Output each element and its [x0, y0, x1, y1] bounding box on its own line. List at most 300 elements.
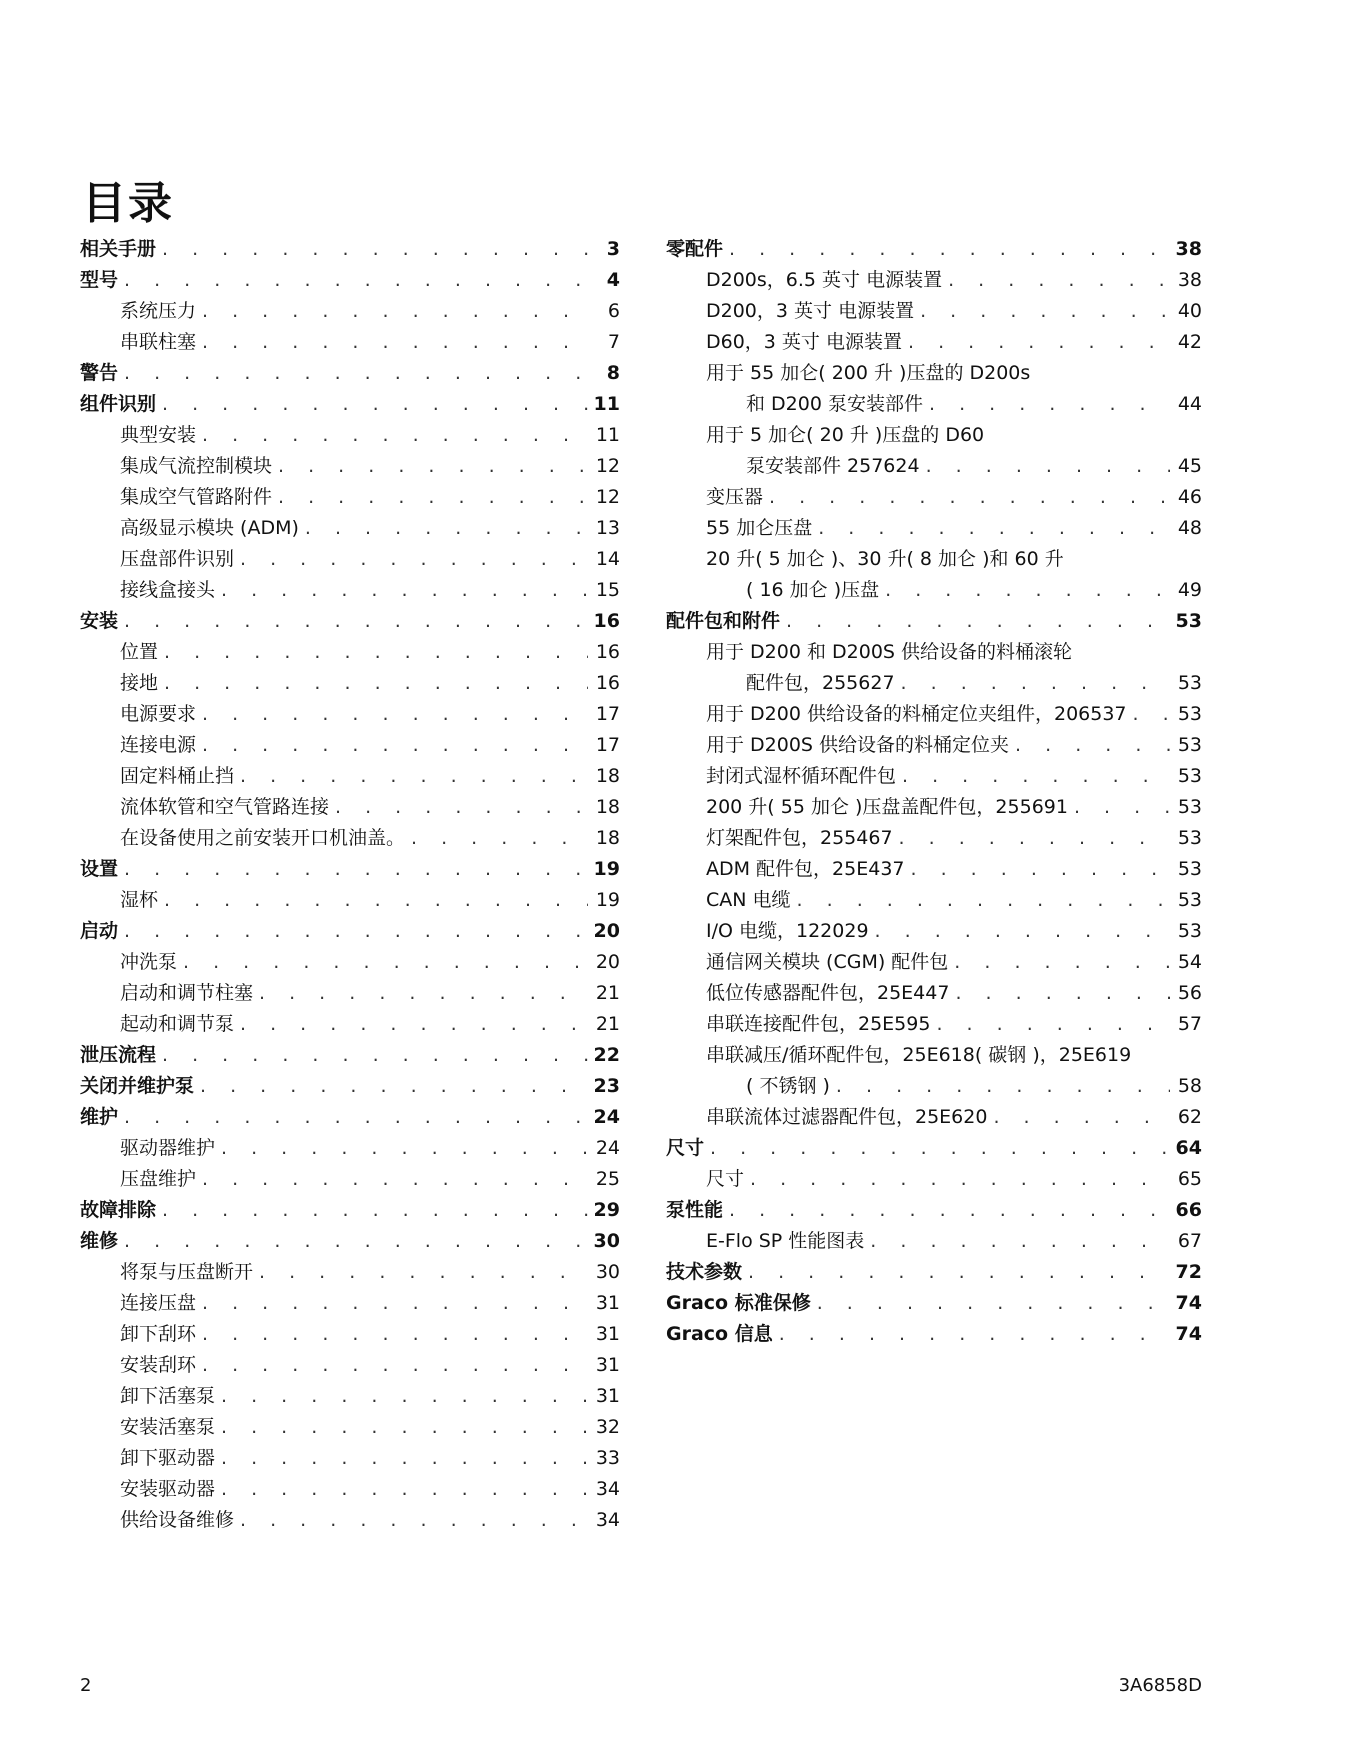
toc-entry-title: 组件识别 — [80, 393, 157, 415]
toc-entry-title: 和 D200 泵安装部件 — [746, 393, 923, 415]
toc-entry-page: 53 — [1177, 889, 1202, 911]
dot-leader — [278, 451, 588, 482]
dot-leader — [899, 823, 1170, 854]
toc-entry-page: 25 — [595, 1168, 620, 1190]
dot-leader — [955, 978, 1170, 1009]
toc-entry-title: 安装驱动器 — [120, 1478, 216, 1500]
toc-entry-page: 64 — [1175, 1137, 1202, 1159]
toc-entry-title: 启动和调节柱塞 — [120, 982, 254, 1004]
toc-entry-title: 故障排除 — [80, 1199, 157, 1221]
dot-leader — [710, 1133, 1170, 1164]
page-number: 2 — [80, 1675, 92, 1696]
toc-entry[interactable] — [80, 792, 620, 823]
toc-entry-page: 31 — [595, 1323, 620, 1345]
toc-entry-title: 高级显示模块 (ADM) — [120, 517, 299, 539]
dot-leader — [202, 730, 588, 761]
dot-leader — [729, 234, 1170, 265]
toc-entry-title: Graco 信息 — [666, 1323, 773, 1345]
toc-entry-title-line1: 用于 55 加仑( 200 升 )压盘的 D200s — [706, 362, 1031, 384]
toc-entry-title: 位置 — [120, 641, 159, 663]
dot-leader — [183, 947, 588, 978]
toc-entry-title: 维修 — [80, 1230, 119, 1252]
dot-leader — [911, 854, 1170, 885]
toc-entry-title: 起动和调节泵 — [120, 1013, 235, 1035]
toc-entry[interactable] — [80, 1071, 620, 1102]
dot-leader — [162, 1040, 588, 1071]
toc-title: 目录 — [82, 178, 174, 229]
toc-entry[interactable] — [666, 1164, 1202, 1195]
dot-leader — [164, 668, 588, 699]
toc-entry-title: 安装 — [80, 610, 119, 632]
toc-entry-page: 42 — [1177, 331, 1202, 353]
toc-entry-page: 17 — [595, 734, 620, 756]
toc-entry[interactable] — [80, 699, 620, 730]
toc-entry-title: 泄压流程 — [80, 1044, 157, 1066]
toc-entry-page: 34 — [595, 1509, 620, 1531]
toc-entry[interactable] — [80, 1226, 620, 1257]
dot-leader — [779, 1319, 1170, 1350]
toc-entry-title: 供给设备维修 — [120, 1509, 235, 1531]
document-id: 3A6858D — [1118, 1675, 1202, 1696]
dot-leader — [259, 1257, 588, 1288]
toc-entry-title: 集成气流控制模块 — [120, 455, 273, 477]
toc-entry-title: 尺寸 — [706, 1168, 745, 1190]
toc-entry-title: 泵性能 — [666, 1199, 724, 1221]
dot-leader — [202, 327, 588, 358]
toc-entry[interactable] — [80, 1164, 620, 1195]
dot-leader — [1133, 699, 1170, 730]
dot-leader — [221, 1443, 588, 1474]
toc-entry[interactable] — [80, 513, 620, 544]
toc-entry-title: 连接压盘 — [120, 1292, 197, 1314]
toc-entry-title: 安装刮环 — [120, 1354, 197, 1376]
toc-entry[interactable] — [666, 854, 1202, 885]
toc-entry-page: 57 — [1177, 1013, 1202, 1035]
toc-entry-page: 23 — [593, 1075, 620, 1097]
toc-entry-page: 53 — [1175, 610, 1202, 632]
dot-leader — [908, 327, 1170, 358]
dot-leader — [162, 389, 588, 420]
toc-entry-page: 53 — [1177, 765, 1202, 787]
toc-entry[interactable] — [80, 234, 620, 265]
dot-leader — [200, 1071, 588, 1102]
dot-leader — [202, 296, 588, 327]
toc-entry-page: 67 — [1177, 1230, 1202, 1252]
toc-entry-page: 45 — [1177, 455, 1202, 477]
toc-entry-title: I/O 电缆，122029 — [706, 920, 869, 942]
toc-entry[interactable] — [80, 1474, 620, 1505]
toc-entry-page: 16 — [595, 641, 620, 663]
toc-entry[interactable] — [666, 1288, 1202, 1319]
toc-entry[interactable] — [666, 1102, 1202, 1133]
toc-entry-title: 驱动器维护 — [120, 1137, 216, 1159]
toc-entry-title: 冲洗泵 — [120, 951, 178, 973]
toc-entry-title: 灯架配件包，255467 — [706, 827, 893, 849]
toc-entry-page: 16 — [595, 672, 620, 694]
toc-entry-page: 15 — [595, 579, 620, 601]
toc-entry-title: 零配件 — [666, 238, 724, 260]
toc-entry-page: 49 — [1177, 579, 1202, 601]
toc-entry-page: 13 — [595, 517, 620, 539]
toc-entry[interactable] — [666, 544, 1202, 606]
dot-leader — [124, 1226, 588, 1257]
toc-entry[interactable] — [80, 1412, 620, 1443]
toc-entry[interactable] — [80, 1102, 620, 1133]
toc-entry-title: 关闭并维护泵 — [80, 1075, 195, 1097]
toc-entry-page: 53 — [1177, 858, 1202, 880]
toc-entry-title: 启动 — [80, 920, 119, 942]
dot-leader — [885, 575, 1170, 606]
toc-entry[interactable] — [666, 296, 1202, 327]
toc-entry[interactable] — [666, 513, 1202, 544]
toc-entry[interactable] — [80, 265, 620, 296]
dot-leader — [162, 1195, 588, 1226]
toc-entry[interactable] — [80, 1288, 620, 1319]
toc-entry-title: 卸下活塞泵 — [120, 1385, 216, 1407]
toc-entry[interactable] — [80, 389, 620, 420]
toc-entry-page: 46 — [1177, 486, 1202, 508]
toc-entry-title: 典型安装 — [120, 424, 197, 446]
toc-entry[interactable] — [666, 730, 1202, 761]
dot-leader — [335, 792, 588, 823]
toc-entry-title-line1: 用于 D200 和 D200S 供给设备的料桶滚轮 — [706, 641, 1073, 663]
toc-entry-title: 安装活塞泵 — [120, 1416, 216, 1438]
dot-leader — [870, 1226, 1170, 1257]
toc-entry-page: 19 — [593, 858, 620, 880]
toc-entry-page: 24 — [595, 1137, 620, 1159]
dot-leader — [926, 451, 1170, 482]
dot-leader — [411, 823, 588, 854]
toc-entry-page: 18 — [595, 827, 620, 849]
toc-entry[interactable] — [80, 1319, 620, 1350]
toc-entry[interactable] — [80, 761, 620, 792]
toc-entry-title: 警告 — [80, 362, 119, 384]
toc-entry[interactable] — [80, 730, 620, 761]
toc-entry[interactable] — [666, 420, 1202, 482]
dot-leader — [786, 606, 1170, 637]
toc-entry-title: 用于 D200 供给设备的料桶定位夹组件，206537 — [706, 703, 1127, 725]
dot-leader — [902, 761, 1170, 792]
toc-entry-title: 接地 — [120, 672, 159, 694]
toc-entry[interactable] — [666, 1319, 1202, 1350]
toc-entry-page: 21 — [595, 1013, 620, 1035]
toc-entry[interactable] — [80, 451, 620, 482]
dot-leader — [202, 1288, 588, 1319]
toc-entry-page: 31 — [595, 1292, 620, 1314]
toc-entry-page: 3 — [606, 238, 620, 260]
toc-entry-title: 低位传感器配件包，25E447 — [706, 982, 950, 1004]
toc-entry[interactable] — [80, 1133, 620, 1164]
dot-leader — [240, 1505, 588, 1536]
toc-entry-title: 串联柱塞 — [120, 331, 197, 353]
toc-entry[interactable] — [666, 699, 1202, 730]
toc-entry[interactable] — [80, 916, 620, 947]
toc-entry[interactable] — [80, 544, 620, 575]
dot-leader — [164, 885, 588, 916]
toc-entry[interactable] — [80, 1443, 620, 1474]
toc-entry[interactable] — [666, 265, 1202, 296]
toc-entry-title: 压盘维护 — [120, 1168, 197, 1190]
toc-entry-page: 31 — [595, 1385, 620, 1407]
toc-entry[interactable] — [666, 1226, 1202, 1257]
dot-leader — [836, 1071, 1170, 1102]
toc-entry[interactable] — [80, 575, 620, 606]
dot-leader — [240, 761, 588, 792]
dot-leader — [164, 637, 588, 668]
dot-leader — [305, 513, 588, 544]
toc-entry[interactable] — [80, 296, 620, 327]
toc-entry-page: 74 — [1175, 1323, 1202, 1345]
toc-entry-title: 200 升( 55 加仑 )压盘盖配件包，255691 — [706, 796, 1068, 818]
dot-leader — [259, 978, 588, 1009]
toc-left-column — [80, 234, 620, 1536]
toc-entry-title: 湿杯 — [120, 889, 159, 911]
toc-entry-title: 卸下刮环 — [120, 1323, 197, 1345]
toc-entry-page: 34 — [595, 1478, 620, 1500]
toc-entry-title: 系统压力 — [120, 300, 197, 322]
dot-leader — [162, 234, 588, 265]
toc-entry-title-line1: 串联减压/循环配件包，25E618( 碳钢 )，25E619 — [706, 1044, 1132, 1066]
toc-entry[interactable] — [666, 1133, 1202, 1164]
toc-entry[interactable] — [80, 823, 620, 854]
toc-entry[interactable] — [80, 358, 620, 389]
dot-leader — [1074, 792, 1170, 823]
toc-entry[interactable] — [80, 637, 620, 668]
toc-entry-title: 技术参数 — [666, 1261, 743, 1283]
dot-leader — [750, 1164, 1170, 1195]
toc-entry-title: E-Flo SP 性能图表 — [706, 1230, 865, 1252]
dot-leader — [202, 1164, 588, 1195]
toc-entry-title: 55 加仑压盘 — [706, 517, 813, 539]
toc-entry-page: 53 — [1177, 827, 1202, 849]
toc-entry[interactable] — [666, 482, 1202, 513]
toc-entry-title: 相关手册 — [80, 238, 157, 260]
toc-entry-title: D200s，6.5 英寸 电源装置 — [706, 269, 943, 291]
dot-leader — [221, 1133, 588, 1164]
dot-leader — [875, 916, 1170, 947]
toc-entry[interactable] — [80, 1505, 620, 1536]
toc-entry-page: 53 — [1177, 796, 1202, 818]
dot-leader — [993, 1102, 1170, 1133]
toc-entry-title: 串联流体过滤器配件包，25E620 — [706, 1106, 988, 1128]
toc-entry-title: D200，3 英寸 电源装置 — [706, 300, 915, 322]
toc-entry[interactable] — [80, 947, 620, 978]
toc-entry-page: 12 — [595, 486, 620, 508]
dot-leader — [797, 885, 1170, 916]
toc-entry[interactable] — [666, 358, 1202, 420]
toc-entry-page: 56 — [1177, 982, 1202, 1004]
toc-entry-page: 53 — [1177, 920, 1202, 942]
toc-entry-page: 38 — [1177, 269, 1202, 291]
dot-leader — [817, 1288, 1170, 1319]
dot-leader — [929, 389, 1170, 420]
toc-entry[interactable] — [80, 606, 620, 637]
dot-leader — [954, 947, 1170, 978]
dot-leader — [124, 854, 588, 885]
toc-entry-title: 尺寸 — [666, 1137, 705, 1159]
toc-entry-title: 在设备使用之前安装开口机油盖。 — [120, 827, 406, 849]
toc-entry[interactable] — [666, 606, 1202, 637]
toc-entry-title: 固定料桶止挡 — [120, 765, 235, 787]
toc-entry-page: 20 — [593, 920, 620, 942]
toc-entry-page: 21 — [595, 982, 620, 1004]
dot-leader — [221, 1474, 588, 1505]
toc-entry[interactable] — [666, 761, 1202, 792]
dot-leader — [202, 1350, 588, 1381]
toc-entry[interactable] — [80, 1195, 620, 1226]
toc-entry[interactable] — [80, 1257, 620, 1288]
toc-entry-title: 流体软管和空气管路连接 — [120, 796, 330, 818]
toc-entry-page: 6 — [607, 300, 620, 322]
toc-entry-title: 维护 — [80, 1106, 119, 1128]
dot-leader — [769, 482, 1170, 513]
toc-entry-title: 串联连接配件包，25E595 — [706, 1013, 931, 1035]
toc-entry-page: 74 — [1175, 1292, 1202, 1314]
dot-leader — [901, 668, 1170, 699]
toc-entry[interactable] — [80, 885, 620, 916]
toc-entry-title: 用于 D200S 供给设备的料桶定位夹 — [706, 734, 1010, 756]
dot-leader — [202, 699, 588, 730]
toc-entry-title: D60，3 英寸 电源装置 — [706, 331, 902, 353]
toc-entry-page: 11 — [593, 393, 620, 415]
toc-entry-page: 40 — [1177, 300, 1202, 322]
dot-leader — [221, 1381, 588, 1412]
toc-entry-title: 型号 — [80, 269, 119, 291]
toc-entry-title: 通信网关模块 (CGM) 配件包 — [706, 951, 949, 973]
toc-entry[interactable] — [666, 823, 1202, 854]
toc-entry-page: 62 — [1177, 1106, 1202, 1128]
toc-entry-page: 33 — [595, 1447, 620, 1469]
toc-entry[interactable] — [80, 482, 620, 513]
toc-entry-page: 8 — [606, 362, 620, 384]
dot-leader — [221, 1412, 588, 1443]
toc-entry-page: 72 — [1175, 1261, 1202, 1283]
toc-entry[interactable] — [80, 1040, 620, 1071]
toc-entry-page: 32 — [595, 1416, 620, 1438]
toc-entry-page: 38 — [1175, 238, 1202, 260]
toc-entry[interactable] — [80, 420, 620, 451]
toc-entry-page: 7 — [607, 331, 620, 353]
toc-entry-title: ( 不锈钢 ) — [746, 1075, 830, 1097]
dot-leader — [278, 482, 588, 513]
toc-entry[interactable] — [80, 1350, 620, 1381]
toc-entry-page: 30 — [593, 1230, 620, 1252]
toc-entry[interactable] — [666, 1257, 1202, 1288]
toc-entry-page: 31 — [595, 1354, 620, 1376]
toc-entry-page: 11 — [595, 424, 620, 446]
toc-entry-page: 14 — [595, 548, 620, 570]
toc-entry-title: 连接电源 — [120, 734, 197, 756]
toc-entry-title: ADM 配件包，25E437 — [706, 858, 905, 880]
toc-entry[interactable] — [666, 1009, 1202, 1040]
dot-leader — [202, 420, 588, 451]
toc-entry-page: 24 — [593, 1106, 620, 1128]
toc-entry-title: 电源要求 — [120, 703, 197, 725]
toc-entry-page: 4 — [606, 269, 620, 291]
toc-entry-title-line1: 用于 5 加仑( 20 升 )压盘的 D60 — [706, 424, 985, 446]
toc-entry[interactable] — [80, 854, 620, 885]
toc-entry-title: 集成空气管路附件 — [120, 486, 273, 508]
dot-leader — [202, 1319, 588, 1350]
toc-entry-page: 66 — [1175, 1199, 1202, 1221]
toc-entry-title: 配件包和附件 — [666, 610, 781, 632]
toc-entry-title: 封闭式湿杯循环配件包 — [706, 765, 897, 787]
toc-entry-page: 12 — [595, 455, 620, 477]
toc-entry-title: 泵安装部件 257624 — [746, 455, 920, 477]
toc-entry-title: ( 16 加仑 )压盘 — [746, 579, 880, 601]
toc-entry-page: 53 — [1177, 734, 1202, 756]
toc-entry-title: CAN 电缆 — [706, 889, 791, 911]
toc-entry[interactable] — [666, 916, 1202, 947]
toc-entry-page: 16 — [593, 610, 620, 632]
toc-entry[interactable] — [666, 637, 1202, 699]
dot-leader — [920, 296, 1170, 327]
toc-entry-page: 48 — [1177, 517, 1202, 539]
toc-entry[interactable] — [666, 947, 1202, 978]
toc-entry-title: 将泵与压盘断开 — [120, 1261, 254, 1283]
toc-entry-page: 17 — [595, 703, 620, 725]
toc-entry-page: 65 — [1177, 1168, 1202, 1190]
toc-entry[interactable] — [80, 327, 620, 358]
dot-leader — [124, 358, 588, 389]
dot-leader — [948, 265, 1170, 296]
dot-leader — [936, 1009, 1170, 1040]
toc-entry-page: 18 — [595, 765, 620, 787]
dot-leader — [240, 1009, 588, 1040]
toc-entry-title-line1: 20 升( 5 加仑 )、30 升( 8 加仑 )和 60 升 — [706, 548, 1064, 570]
toc-entry[interactable] — [666, 234, 1202, 265]
toc-entry-page: 22 — [593, 1044, 620, 1066]
toc-entry-page: 19 — [595, 889, 620, 911]
toc-right-column — [666, 234, 1202, 1350]
toc-entry-page: 29 — [593, 1199, 620, 1221]
dot-leader — [729, 1195, 1170, 1226]
toc-entry[interactable] — [666, 978, 1202, 1009]
toc-entry[interactable] — [666, 1195, 1202, 1226]
toc-entry[interactable] — [80, 978, 620, 1009]
toc-entry-page: 53 — [1177, 672, 1202, 694]
toc-entry-page: 30 — [595, 1261, 620, 1283]
toc-entry-title: 卸下驱动器 — [120, 1447, 216, 1469]
toc-entry-title: Graco 标准保修 — [666, 1292, 811, 1314]
dot-leader — [1015, 730, 1170, 761]
toc-entry-title: 变压器 — [706, 486, 764, 508]
toc-entry-page: 53 — [1177, 703, 1202, 725]
dot-leader — [221, 575, 588, 606]
dot-leader — [818, 513, 1170, 544]
dot-leader — [240, 544, 588, 575]
toc-entry[interactable] — [666, 1040, 1202, 1102]
toc-entry[interactable] — [80, 1381, 620, 1412]
toc-entry[interactable] — [666, 327, 1202, 358]
toc-entry-page: 18 — [595, 796, 620, 818]
toc-entry[interactable] — [80, 668, 620, 699]
dot-leader — [124, 606, 588, 637]
toc-entry-title: 配件包，255627 — [746, 672, 895, 694]
toc-entry-title: 压盘部件识别 — [120, 548, 235, 570]
toc-entry-page: 54 — [1177, 951, 1202, 973]
toc-entry-page: 58 — [1177, 1075, 1202, 1097]
toc-entry[interactable] — [666, 792, 1202, 823]
dot-leader — [124, 916, 588, 947]
toc-entry-title: 接线盒接头 — [120, 579, 216, 601]
toc-entry[interactable] — [80, 1009, 620, 1040]
toc-entry-title: 设置 — [80, 858, 119, 880]
dot-leader — [124, 1102, 588, 1133]
toc-entry-page: 20 — [595, 951, 620, 973]
toc-entry[interactable] — [666, 885, 1202, 916]
dot-leader — [124, 265, 588, 296]
